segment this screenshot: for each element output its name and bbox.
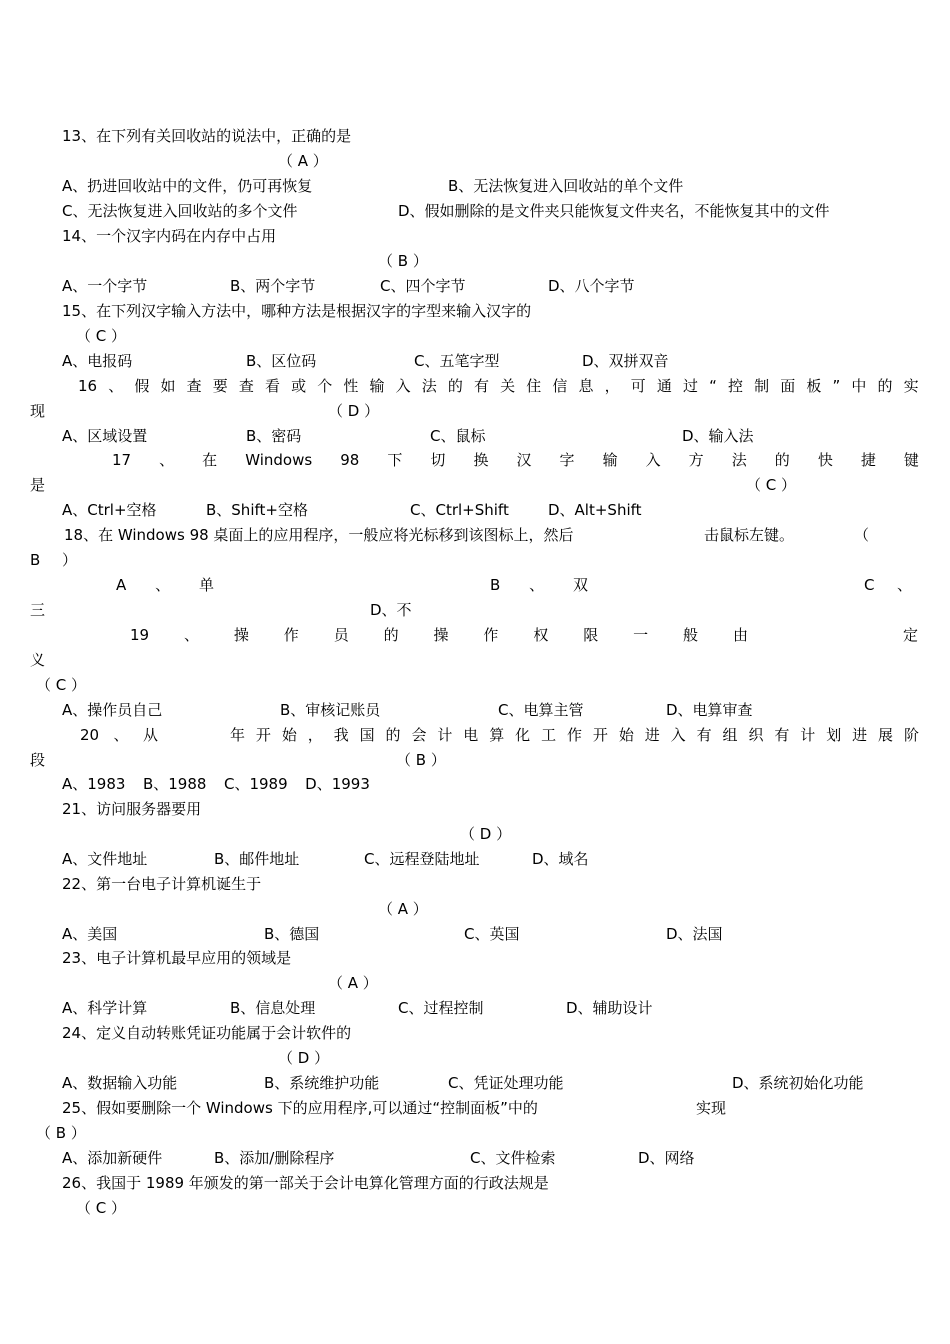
q20-stem [230,725,919,745]
q19-stem-token: 作 [483,626,499,644]
q16-stem [78,376,919,396]
q17-stem [112,450,919,470]
q21-stem: 21、访问服务器要用 [62,800,202,818]
q16-stem-token: 查 [238,377,254,395]
q16-stem-token: 要 [212,377,228,395]
q20-stem-token: 始 [281,726,297,744]
q15-option-d: D、双拼双音 [582,352,669,370]
q16-stem-token: 制 [754,377,770,395]
q20-stem-token: 开 [592,726,608,744]
q17-option-b: B、Shift+空格 [206,501,308,519]
q19-option-c: C、电算主管 [498,701,584,719]
q19-stem-token: 的 [383,626,399,644]
q18-option-b-token: B [490,576,501,594]
q14-option-d: D、八个字节 [548,277,635,295]
q17-stem-token: 切 [430,451,446,469]
q16-option-a: A、区域设置 [62,427,148,445]
q24-stem: 24、定义自动转账凭证功能属于会计软件的 [62,1024,352,1042]
q25-option-a: A、添加新硬件 [62,1149,163,1167]
q16-stem-token: 如 [160,377,176,395]
q20-stem-wrap: 段 [30,751,46,769]
q18-option-a-token: A [116,576,127,594]
q19-stem-token: 由 [732,626,748,644]
q17-stem-token: 入 [645,451,661,469]
q17-answer: （ C ） [746,476,797,494]
q17-stem-token: 的 [774,451,790,469]
q15-option-b: B、区位码 [246,352,317,370]
q16-stem-token: 的 [447,377,463,395]
q13-option-b: B、无法恢复进入回收站的单个文件 [448,177,684,195]
q17-stem-token: 方 [688,451,704,469]
q16-answer: （ D ） [328,402,380,420]
q20-stem-token: 始 [618,726,634,744]
q16-stem-token: 入 [395,377,411,395]
q22-answer: （ A ） [378,900,428,918]
q20-stem-token: 展 [878,726,894,744]
q20-stem-token: 工 [541,726,557,744]
q16-stem-token: 16 [78,377,98,395]
q16-stem-token: ， [604,377,620,395]
q16-stem-token: 面 [780,377,796,395]
q19-stem-token: 限 [583,626,599,644]
q16-stem-token: 性 [343,377,359,395]
q20-stem-token: 电 [463,726,479,744]
q19-stem-end: 定 [903,626,919,644]
q20-stem-start-token: 、 [113,726,129,744]
q14-answer: （ B ） [378,252,428,270]
q26-stem: 26、我国于 1989 年颁发的第一部关于会计电算化管理方面的行政法规是 [62,1174,549,1192]
q19-stem-token: 操 [433,626,449,644]
q19-stem-token: 操 [233,626,249,644]
q22-option-c: C、英国 [464,925,520,943]
q20-stem-token: 阶 [903,726,919,744]
q16-stem-token: 输 [369,377,385,395]
q21-option-c: C、远程登陆地址 [364,850,480,868]
q25-option-c: C、文件检索 [470,1149,556,1167]
q20-stem-token: 年 [230,726,246,744]
q23-option-a: A、科学计算 [62,999,148,1017]
q16-stem-token: 法 [421,377,437,395]
q17-stem-token: 在 [202,451,218,469]
q17-option-d: D、Alt+Shift [548,501,642,519]
q18-option-a [116,575,214,595]
q16-stem-token: 关 [500,377,516,395]
q20-stem-token: 有 [696,726,712,744]
q17-stem-token: 字 [559,451,575,469]
q19-answer: （ C ） [36,676,87,694]
q21-answer: （ D ） [460,825,512,843]
q17-stem-token: Windows [245,451,313,469]
q22-option-b: B、德国 [264,925,320,943]
q16-stem-token: 实 [903,377,919,395]
q16-stem-token: 有 [473,377,489,395]
q25-stem-tail: 实现 [696,1099,727,1117]
q17-stem-token: 汉 [516,451,532,469]
q19-option-a: A、操作员自己 [62,701,163,719]
q16-stem-token: 个 [317,377,333,395]
q17-option-c: C、Ctrl+Shift [410,501,509,519]
q18-option-c-token: 、 [896,576,912,594]
q19-stem-token: 、 [183,626,199,644]
q20-stem-start [80,725,158,745]
q18-option-b [490,575,588,595]
q19-stem [130,625,748,645]
q16-option-c: C、鼠标 [430,427,486,445]
q18-stem-tail: 击鼠标左键。 [704,526,795,544]
q25-option-b: B、添加/删除程序 [214,1149,335,1167]
q16-stem-token: 住 [526,377,542,395]
q20-stem-token: 化 [515,726,531,744]
q23-stem: 23、电子计算机最早应用的领域是 [62,949,292,967]
q15-stem: 15、在下列汉字输入方法中，哪种方法是根据汉字的字型来输入汉字的 [62,302,532,320]
q14-option-b: B、两个字节 [230,277,316,295]
q18-option-a-token: 、 [155,576,171,594]
q19-stem-token: 19 [130,626,150,644]
q19-stem-token: 一 [633,626,649,644]
q20-stem-token: 织 [748,726,764,744]
q20-stem-token: 国 [359,726,375,744]
q16-stem-token: 板 [806,377,822,395]
q19-stem-token: 作 [283,626,299,644]
q20-stem-start-token: 20 [80,726,100,744]
q24-option-c: C、凭证处理功能 [448,1074,564,1092]
q14-option-a: A、一个字节 [62,277,148,295]
q23-option-b: B、信息处理 [230,999,316,1017]
q20-stem-token: 入 [670,726,686,744]
q16-stem-token: 、 [108,377,124,395]
q19-option-d: D、电算审查 [666,701,753,719]
q19-stem-token: 权 [533,626,549,644]
q20-answer: （ B ） [396,751,446,769]
q14-option-c: C、四个字节 [380,277,466,295]
q21-option-b: B、邮件地址 [214,850,300,868]
q20-stem-token: 划 [826,726,842,744]
q17-stem-token: 输 [602,451,618,469]
q18-answer-letter: B [30,551,41,569]
q24-option-a: A、数据输入功能 [62,1074,178,1092]
q13-option-c: C、无法恢复进入回收站的多个文件 [62,202,298,220]
q17-stem-token: 换 [473,451,489,469]
q20-stem-start-token: 从 [142,726,158,744]
q17-stem-token: 法 [731,451,747,469]
q17-stem-token: 键 [903,451,919,469]
q25-option-d: D、网络 [638,1149,695,1167]
q16-stem-token: 的 [877,377,893,395]
q15-option-c: C、五笔字型 [414,352,500,370]
q21-option-d: D、域名 [532,850,589,868]
q16-stem-token: 控 [727,377,743,395]
q18-option-a-token: 单 [198,576,214,594]
q25-stem: 25、假如要删除一个 Windows 下的应用程序,可以通过“控制面板”中的 [62,1099,538,1117]
q19-stem-token: 员 [333,626,349,644]
q20-stem-token: 我 [333,726,349,744]
q20-stem-token: 有 [774,726,790,744]
q15-option-a: A、电报码 [62,352,133,370]
q16-stem-token: 过 [682,377,698,395]
q18-option-c [864,575,912,595]
q20-options: A、1983 B、1988 C、1989 D、1993 [62,775,370,793]
q18-stem: 18、在 Windows 98 桌面上的应用程序，一般应将光标移到该图标上，然后 [64,526,574,544]
q16-option-b: B、密码 [246,427,302,445]
q16-stem-token: 通 [656,377,672,395]
q13-option-d: D、假如删除的是文件夹只能恢复文件夹名，不能恢复其中的文件 [398,202,830,220]
q24-option-d: D、系统初始化功能 [732,1074,864,1092]
q17-stem-token: 17 [112,451,132,469]
q13-option-a: A、扔进回收站中的文件，仍可再恢复 [62,177,313,195]
q20-stem-token: 组 [722,726,738,744]
q21-option-a: A、文件地址 [62,850,148,868]
q20-stem-token: ， [307,726,323,744]
q18-answer-close: ） [62,551,78,569]
q23-option-c: C、过程控制 [398,999,484,1017]
q18-option-c-wrap: 三 [30,601,46,619]
q23-option-d: D、辅助设计 [566,999,653,1017]
q16-stem-wrap: 现 [30,402,46,420]
q17-option-a: A、Ctrl+空格 [62,501,157,519]
q17-stem-token: 快 [817,451,833,469]
q19-option-b: B、审核记账员 [280,701,381,719]
q22-option-d: D、法国 [666,925,723,943]
q18-option-b-token: 双 [572,576,588,594]
q16-stem-token: 查 [186,377,202,395]
q16-stem-token: 可 [630,377,646,395]
q26-answer: （ C ） [76,1199,127,1217]
q17-stem-token: 、 [159,451,175,469]
q20-stem-token: 计 [437,726,453,744]
q19-stem-wrap: 义 [30,651,46,669]
q16-stem-token: “ [709,377,717,395]
q16-option-d: D、输入法 [682,427,754,445]
q16-stem-token: 看 [264,377,280,395]
q22-stem: 22、第一台电子计算机诞生于 [62,875,262,893]
q17-stem-wrap: 是 [30,476,46,494]
q16-stem-token: ” [832,377,841,395]
q13-stem: 13、在下列有关回收站的说法中，正确的是 [62,127,352,145]
q16-stem-token: 信 [552,377,568,395]
q16-stem-token: 息 [578,377,594,395]
q15-answer: （ C ） [76,327,127,345]
q16-stem-token: 中 [851,377,867,395]
q22-option-a: A、美国 [62,925,118,943]
q20-stem-token: 的 [385,726,401,744]
q16-stem-token: 假 [134,377,150,395]
q18-option-c-token: C [864,576,875,594]
q17-stem-token: 98 [340,451,360,469]
q16-stem-token: 或 [291,377,307,395]
q18-option-b-token: 、 [529,576,545,594]
q23-answer: （ A ） [328,974,378,992]
q20-stem-token: 会 [411,726,427,744]
q24-answer: （ D ） [278,1049,330,1067]
q20-stem-token: 进 [852,726,868,744]
q17-stem-token: 下 [387,451,403,469]
q25-answer: （ B ） [36,1124,86,1142]
q20-stem-token: 计 [800,726,816,744]
q20-stem-token: 进 [644,726,660,744]
q20-stem-token: 作 [566,726,582,744]
q13-answer: （ A ） [278,152,328,170]
q19-stem-token: 般 [683,626,699,644]
q18-answer-open: （ [854,526,870,544]
q17-stem-token: 捷 [860,451,876,469]
q24-option-b: B、系统维护功能 [264,1074,380,1092]
q18-option-d: D、不 [370,601,412,619]
q14-stem: 14、一个汉字内码在内存中占用 [62,227,277,245]
q20-stem-token: 算 [489,726,505,744]
q20-stem-token: 开 [255,726,271,744]
